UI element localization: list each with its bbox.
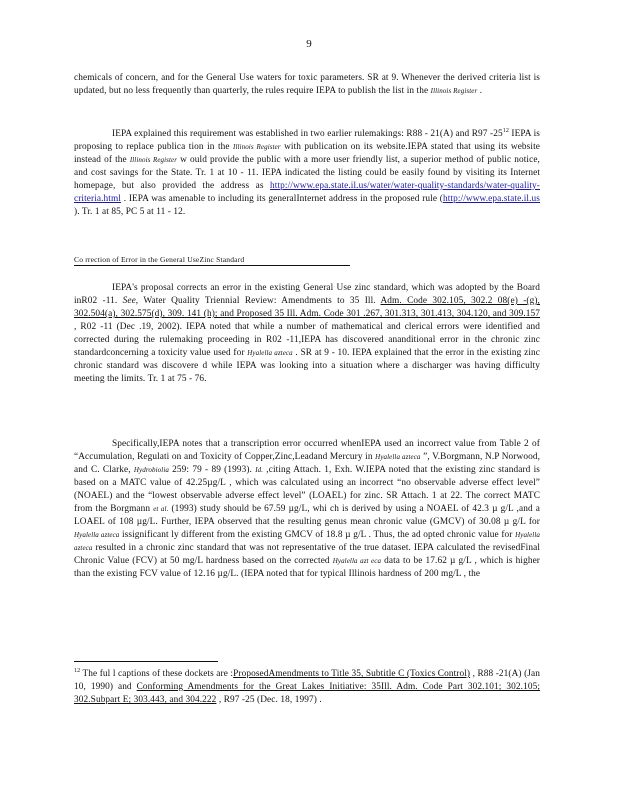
paragraph-3: IEPA's proposal corrects an error in the existing General Use zinc standard, which was adopted by the Board inR02 -11. See, Water Quality Triennial Review: Amendments to 35 Ill. Adm. Code 302.105, 302.2 08(e) -(g), 302.504(a), 302.575(d), 309. 141 (h); and Proposed 35 Ill. Adm. Code 301 .267, 301.313, 301.413, 304.120, and 309.157 , R02 -11 (Dec .19, 2002). IEPA noted that while a number of mathematical and clerical errors were identified and corrected during the rulemaking proceeding in R02 -11,IEPA has discovered ananditional error in the chronic zinc standardconcerning a toxicity value used for Hyalella azteca . SR at 9 - 10. IEPA explained that the error in the existing zinc chronic standard was discovere d while IEPA was looking into a situation where a discharger was having difficulty meeting the limits. Tr. 1 at 75 - 76. (74, 283, 540, 384)
section-heading: Co rrection of Error in the General UseZinc Standard (74, 255, 350, 266)
page-number: 9 (306, 38, 312, 50)
paragraph-4: Specifically,IEPA notes that a transcription error occurred whenIEPA used an incorrect value from Table 2 of “Accumulation, Regulati on and Toxicity of Copper,Zinc,Leadand Mercury in Hyalella azteca ”, V.Borgmann, N.P Norwood, and C. Clarke, Hydrobiolia 259: 79 - 89 (1993). Id. ,citing Attach. 1, Exh. W.IEPA noted that the existing zinc standard is based on a MATC value of 42.25µg/L , which was calculated using an incorrect “no observable adverse effect level” (NOAEL) and the “lowest observable adverse effect level” (LOAEL) for zinc. SR Attach. 1 at 22. The correct MATC from the Borgmann et al. (1993) study should be 67.59 µg/L, whi ch is derived by using a NOAEL of 42.3 µ g/L ,and a LOAEL of 108 µg/L. Further, IEPA observed that the resulting genus mean chronic value (GMCV) of 30.08 µ g/L for Hyalella azteca issignificant ly different from the existing GMCV of 18.8 µ g/L . Thus, the ad opted chronic value for Hyalella azteca resulted in a chronic zinc standard that was not representative of the true dataset. IEPA calculated the revisedFinal Chronic Value (FCV) at 50 mg/L hardness based on the corrected Hyalella azt eca data to be 17.62 µ g/L , which is higher than the existing FCV value of 12.16 µg/L. (IEPA noted that for typical Illinois hardness of 200 mg/L , the (74, 439, 540, 579)
footnote-divider (74, 661, 218, 662)
criteria-link[interactable]: http://www.epa.state.il.us/water/water-quality-standards/water-quality-criteria.html (74, 181, 540, 204)
footnote-ref-12[interactable]: 12 (502, 127, 509, 134)
paragraph-1: chemicals of concern, and for the General Use waters for toxic parameters. SR at 9. Whenever the derived criteria list is updated, but no less frequently than quarterly, the rules require IEPA to publish the list in the Illinois Register . (74, 73, 540, 96)
footnote-12: $^{12}$ The ful l captions of these dockets are :ProposedAmendments to Title 35, Subtitle C (Toxics Control) , R88 -21(A) (Jan 10, 1990) and Conforming Amendments for the Great Lakes Initiative: 35Ill. Adm. Code Part 302.101; 302.105; 302.Subpart E; 303.443, and 304.222 , R97 -25 (Dec. 18, 1997) . (74, 667, 541, 705)
paragraph-2: IEPA explained this requirement was established in two earlier rulemakings: R88 - 21(A) and R97 $-25^{12}$ IEPA is proposing to replace publica tion in the Illinois Register with publication on its website.IEPA stated that using its website instead of the Illinois Register w ould provide the public with a more user friendly list, a superior method of public notice, and cost savings for the State. Tr. 1 at 10 - 11. IEPA indicated the listing could be easily found by visiting its Internet homepage, but also provided the address as http://www.epa.state.il.us/water/water-quality-standards/water-quality-criteria.html . IEPA was amenable to including its generalInternet address in the proposed rule (http://www.epa.state.il.us ). Tr. 1 at 85, PC 5 at 11 - 12. (74, 127, 540, 217)
homepage-link[interactable]: http://www.epa.state.il.us (442, 194, 540, 204)
